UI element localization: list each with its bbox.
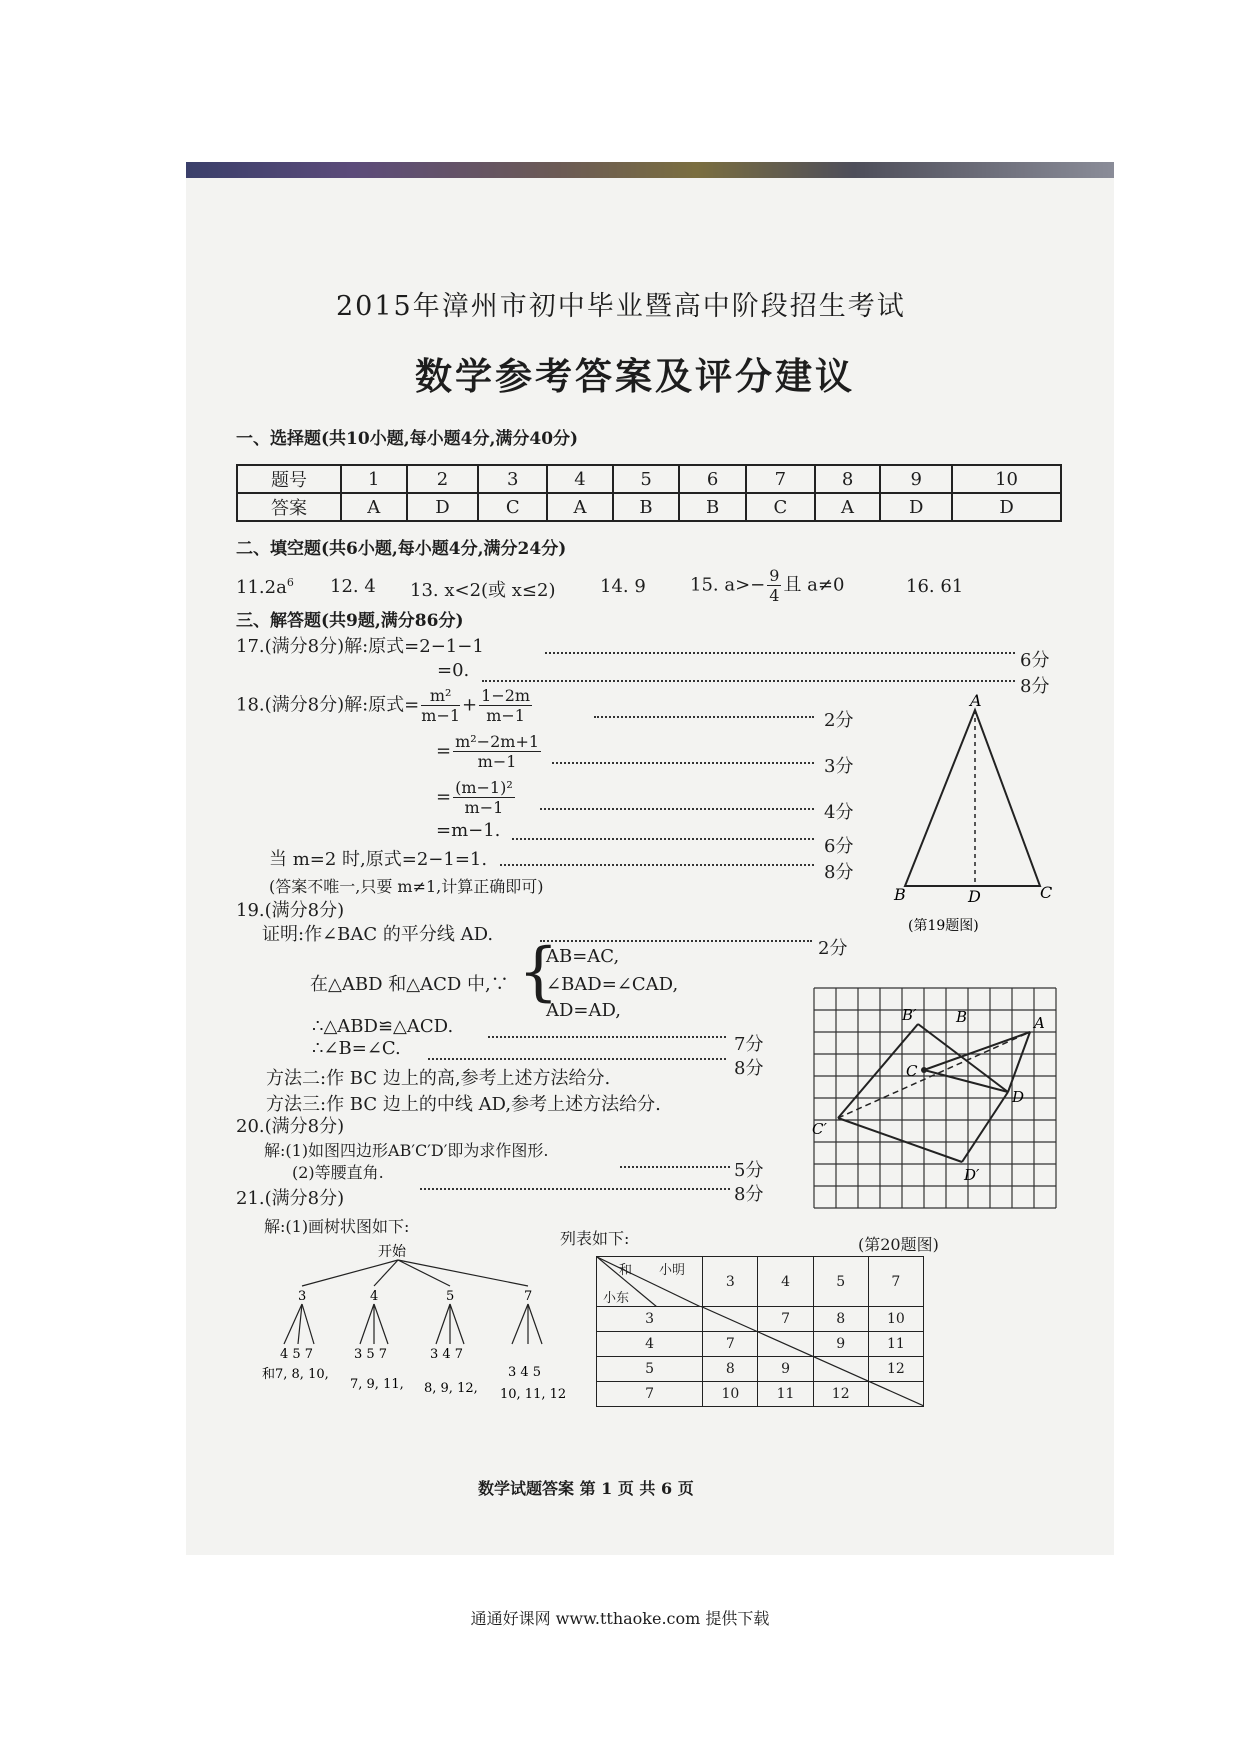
- question-number: 9: [880, 465, 952, 493]
- multiple-choice-table: [236, 464, 1062, 522]
- dot-leader: [488, 1036, 726, 1038]
- q18-line6: (答案不唯一,只要 m≠1,计算正确即可): [269, 877, 544, 896]
- tree-leaves: 4 5 7: [280, 1347, 314, 1362]
- vertex-D: D: [968, 887, 981, 906]
- dot-leader: [620, 1166, 730, 1168]
- question-number: 1: [341, 465, 407, 493]
- question-number: 4: [547, 465, 613, 493]
- question-number: 2: [407, 465, 479, 493]
- number-row: [237, 465, 1061, 493]
- score-q17-1: 6分: [1020, 650, 1050, 671]
- answer-cell: B: [679, 493, 746, 521]
- exam-title: 2015年漳州市初中毕业暨高中阶段招生考试: [336, 291, 906, 322]
- section3-heading: 三、解答题(共9题,满分86分): [236, 611, 464, 631]
- score-q17-2: 8分: [1020, 676, 1050, 697]
- tree-node: 5: [446, 1289, 455, 1304]
- dot-leader: [540, 940, 812, 942]
- figure-20-caption: (第20题图): [858, 1235, 939, 1254]
- figure-20-grid: [806, 984, 1066, 1228]
- question-number: 5: [613, 465, 680, 493]
- q18-line3: = $\frac{\text{(m−1)²}}{m-1}$: [436, 778, 513, 817]
- q19-method3: 方法三:作 BC 边上的中线 AD,参考上述方法给分.: [266, 1094, 661, 1115]
- score-q18-4: 6分: [824, 836, 854, 857]
- listing-cell: 10: [703, 1382, 758, 1407]
- tree-leaves: 3 4 5: [508, 1365, 542, 1380]
- answer-cell: D: [407, 493, 479, 521]
- q20-line1: 解:(1)如图四边形AB′C′D′即为求作图形.: [264, 1141, 549, 1160]
- listing-row-header: 4: [597, 1332, 703, 1357]
- q19-line1: 证明:作∠BAC 的平分线 AD.: [262, 924, 494, 945]
- score-q18-3: 4分: [824, 802, 854, 823]
- score-q18-1: 2分: [824, 710, 854, 731]
- row-label: 答案: [237, 493, 341, 521]
- listing-cell: 11: [758, 1382, 813, 1407]
- answer-key-title: 数学参考答案及评分建议: [415, 354, 855, 398]
- tree-sums: 8, 9, 12,: [424, 1381, 478, 1396]
- q21-heading: 21.(满分8分): [236, 1188, 345, 1209]
- point-C: C: [906, 1062, 918, 1080]
- question-number: 6: [679, 465, 746, 493]
- answer-14: 14. 9: [600, 576, 646, 597]
- tree-node: 3: [298, 1289, 307, 1304]
- listing-cell: 9: [758, 1357, 813, 1382]
- listing-col-header: 5: [813, 1257, 868, 1307]
- dot-leader: [500, 864, 814, 866]
- score-q20-1: 5分: [734, 1160, 764, 1181]
- listing-cell: 7: [758, 1307, 813, 1332]
- question-number: 10: [952, 465, 1061, 493]
- dot-leader: [482, 680, 1015, 682]
- point-D-prime: D′: [964, 1166, 980, 1184]
- q17-line2: =0.: [437, 660, 470, 681]
- tree-diagram: [250, 1240, 580, 1410]
- point-A: A: [1034, 1014, 1045, 1032]
- listing-cell: 8: [813, 1307, 868, 1332]
- q19-line2: 在△ABD 和△ACD 中,∵: [310, 974, 509, 995]
- q21-line2: 列表如下:: [560, 1229, 630, 1248]
- dot-leader: [512, 838, 814, 840]
- score-q19-1: 2分: [818, 938, 848, 959]
- listing-cell: 9: [813, 1332, 868, 1357]
- listing-cell: 12: [868, 1357, 923, 1382]
- page-footer: 数学试题答案 第 1 页 共 6 页: [478, 1479, 694, 1498]
- point-D: D: [1012, 1088, 1025, 1106]
- figure-19-triangle: [880, 690, 1060, 940]
- q19-condition-3: AD=AD,: [546, 1000, 622, 1021]
- dot-leader: [545, 652, 1015, 654]
- answer-cell: A: [815, 493, 881, 521]
- listing-col-header: 3: [703, 1257, 758, 1307]
- q18-line4: =m−1.: [436, 820, 501, 841]
- corner-label-mid: 和: [619, 1263, 633, 1278]
- listing-cell: 7: [703, 1332, 758, 1357]
- photo-edge-band: [186, 162, 1114, 178]
- answer-cell: D: [952, 493, 1061, 521]
- listing-cell: 8: [703, 1357, 758, 1382]
- corner-label-top: 小明: [659, 1263, 686, 1278]
- dot-leader: [428, 1058, 726, 1060]
- dot-leader: [594, 716, 814, 718]
- answer-cell: D: [880, 493, 952, 521]
- tree-leaves: 3 5 7: [354, 1347, 388, 1362]
- figure-19-caption: (第19题图): [908, 918, 979, 934]
- point-B: B: [956, 1008, 968, 1026]
- question-number: 7: [746, 465, 815, 493]
- q19-condition-1: AB=AC,: [546, 946, 620, 967]
- tree-sums: 和7, 8, 10,: [262, 1367, 329, 1382]
- dot-leader: [552, 762, 814, 764]
- tree-root: 开始: [378, 1244, 406, 1260]
- score-q18-5: 8分: [824, 862, 854, 883]
- vertex-B: B: [894, 885, 906, 904]
- listing-diagonal: [700, 1306, 924, 1406]
- score-q19-3: 8分: [734, 1058, 764, 1079]
- point-C-prime: C′: [812, 1120, 827, 1138]
- answer-row: [237, 493, 1061, 521]
- listing-row-header: 3: [597, 1307, 703, 1332]
- row-label: 题号: [237, 465, 341, 493]
- tree-sums: 10, 11, 12: [500, 1387, 567, 1402]
- vertex-C: C: [1040, 883, 1053, 902]
- q19-heading: 19.(满分8分): [236, 900, 345, 921]
- q20-heading: 20.(满分8分): [236, 1116, 345, 1137]
- tree-node: 7: [524, 1289, 533, 1304]
- q17-line1: 17.(满分8分)解:原式=2−1−1: [236, 636, 484, 657]
- point-B-prime: B′: [902, 1006, 917, 1024]
- question-number: 3: [478, 465, 547, 493]
- answer-12: 12. 4: [330, 576, 376, 597]
- q18-line1: 18.(满分8分)解:原式= $\frac{\text{m²}}{m-1}$ + $\frac{1-2m}{m-1}$: [236, 686, 531, 725]
- section1-heading: 一、选择题(共10小题,每小题4分,满分40分): [236, 429, 579, 449]
- corner-label-left: 小东: [603, 1291, 630, 1306]
- q20-line2: (2)等腰直角.: [292, 1163, 384, 1182]
- answer-15: 15. a>− $\frac{9}{4}$ 且 a≠0: [690, 566, 845, 605]
- answer-cell: C: [746, 493, 815, 521]
- score-q19-2: 7分: [734, 1034, 764, 1055]
- q19-line3: ∴△ABD≌△ACD.: [312, 1016, 454, 1037]
- q19-method2: 方法二:作 BC 边上的高,参考上述方法给分.: [266, 1068, 611, 1089]
- listing-col-header: 4: [758, 1257, 813, 1307]
- tree-sums: 7, 9, 11,: [350, 1377, 404, 1392]
- tree-leaves: 3 4 7: [430, 1347, 464, 1362]
- answer-cell: C: [478, 493, 547, 521]
- site-footer: 通通好课网 www.tthaoke.com 提供下载: [470, 1609, 770, 1628]
- dot-leader: [420, 1188, 730, 1190]
- listing-header-row: [597, 1257, 924, 1307]
- score-q20-2: 8分: [734, 1184, 764, 1205]
- answer-11: $11.2a^6$: [236, 576, 294, 598]
- q19-condition-2: ∠BAD=∠CAD,: [546, 974, 679, 995]
- q19-line4: ∴∠B=∠C.: [312, 1038, 401, 1059]
- tree-node: 4: [370, 1289, 379, 1304]
- answer-cell: A: [547, 493, 613, 521]
- section2-heading: 二、填空题(共6小题,每小题4分,满分24分): [236, 539, 567, 559]
- listing-corner: [597, 1257, 703, 1307]
- listing-row-header: 7: [597, 1382, 703, 1407]
- answer-13: 13. x<2(或 x≤2): [410, 580, 556, 601]
- listing-cell: 11: [868, 1332, 923, 1357]
- answer-cell: A: [341, 493, 407, 521]
- answer-cell: B: [613, 493, 680, 521]
- listing-col-header: 7: [868, 1257, 923, 1307]
- answer-16: 16. 61: [906, 576, 964, 597]
- dot-leader: [540, 808, 814, 810]
- q21-line1: 解:(1)画树状图如下:: [264, 1217, 410, 1236]
- q18-line5: 当 m=2 时,原式=2−1=1.: [269, 849, 488, 870]
- vertex-A: A: [970, 691, 982, 710]
- listing-row-header: 5: [597, 1357, 703, 1382]
- listing-cell: 12: [813, 1382, 868, 1407]
- q18-line2: = $\frac{\text{m²−2m+1}}{m-1}$: [436, 732, 540, 771]
- question-number: 8: [815, 465, 881, 493]
- brace: {: [518, 935, 559, 1009]
- score-q18-2: 3分: [824, 756, 854, 777]
- listing-cell: 10: [868, 1307, 923, 1332]
